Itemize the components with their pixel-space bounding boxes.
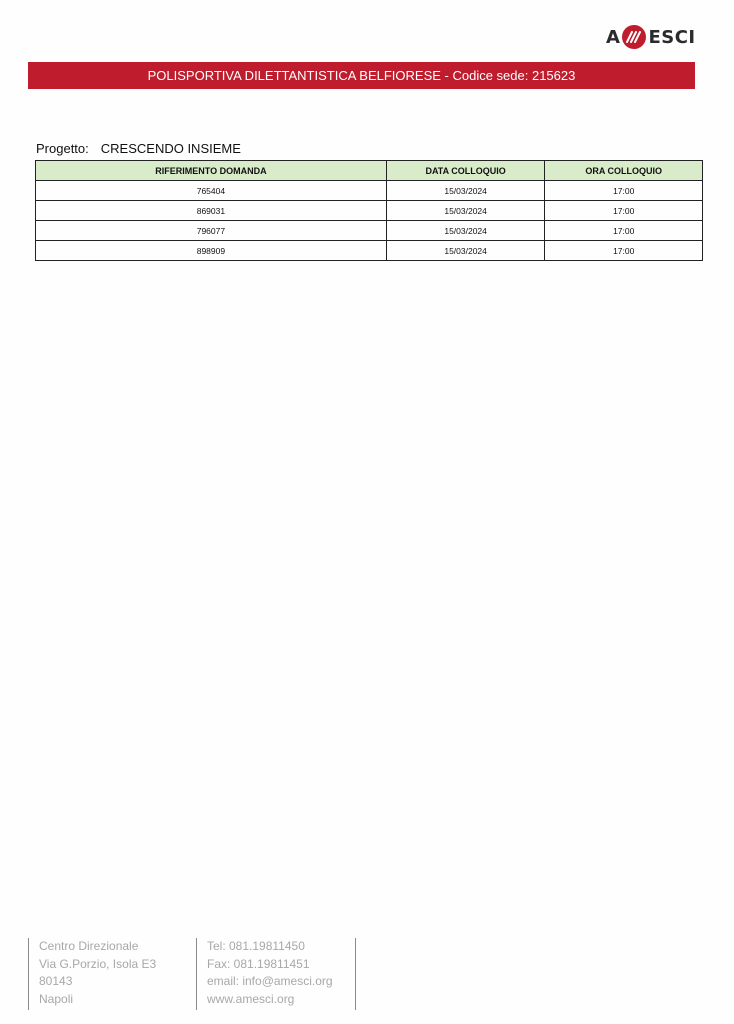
cell-riferimento: 765404 — [36, 181, 387, 201]
logo-stripes-icon — [621, 24, 647, 50]
footer-address-line: Centro Direzionale — [39, 939, 139, 953]
interview-table — [35, 160, 703, 261]
table-row — [36, 181, 703, 201]
cell-ora: 17:00 — [545, 221, 703, 241]
header-data-colloquio: DATA COLLOQUIO — [386, 161, 545, 181]
table-header-row — [36, 161, 703, 181]
footer-address-line: 80143 — [39, 974, 73, 988]
cell-data: 15/03/2024 — [386, 181, 545, 201]
logo-letter-a: A — [606, 26, 621, 48]
cell-riferimento: 869031 — [36, 201, 387, 221]
table-row — [36, 201, 703, 221]
footer-address — [28, 938, 199, 1010]
cell-riferimento: 796077 — [36, 221, 387, 241]
footer-email: email: info@amesci.org — [207, 974, 333, 988]
cell-data: 15/03/2024 — [386, 241, 545, 261]
table-row — [36, 221, 703, 241]
cell-data: 15/03/2024 — [386, 221, 545, 241]
cell-riferimento: 898909 — [36, 241, 387, 261]
logo-letters-esci: ESCI — [648, 26, 696, 48]
footer-address-line: Napoli — [39, 991, 74, 1006]
project-name: CRESCENDO INSIEME — [100, 141, 241, 156]
header-ora-colloquio: ORA COLLOQUIO — [545, 161, 703, 181]
project-label: Progetto: — [36, 141, 89, 156]
footer-fax: Fax: 081.19811451 — [207, 956, 310, 971]
footer-website: www.amesci.org — [207, 991, 295, 1006]
cell-ora: 17:00 — [545, 201, 703, 221]
cell-data: 15/03/2024 — [386, 201, 545, 221]
cell-ora: 17:00 — [545, 241, 703, 261]
project-line — [36, 141, 241, 156]
header-banner: POLISPORTIVA DILETTANTISTICA BELFIORESE - Codice sede: 215623 — [28, 62, 695, 89]
footer-phone: Tel: 081.19811450 — [207, 939, 305, 953]
header-riferimento-domanda: RIFERIMENTO DOMANDA — [36, 161, 387, 181]
table-row — [36, 241, 703, 261]
cell-ora: 17:00 — [545, 181, 703, 201]
footer-contacts — [196, 938, 356, 1010]
amesci-logo — [606, 23, 696, 51]
footer-address-line: Via G.Porzio, Isola E3 — [39, 956, 157, 971]
